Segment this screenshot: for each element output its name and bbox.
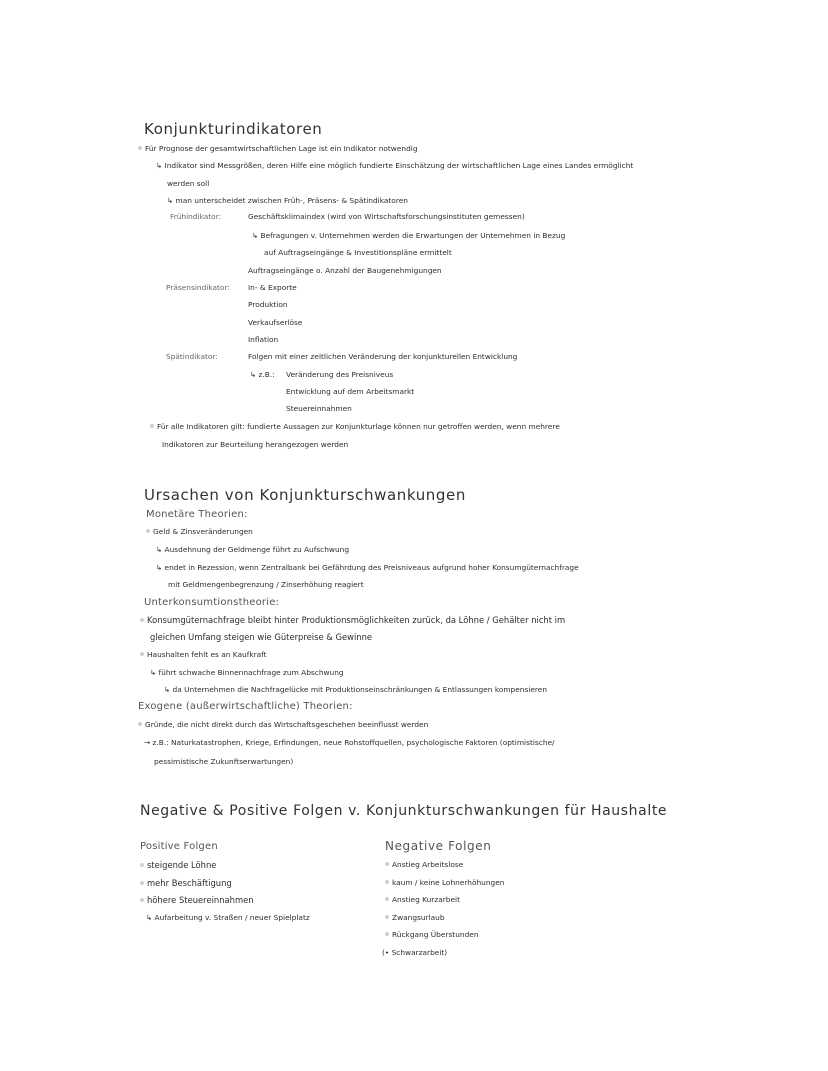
text-line: Für alle Indikatoren gilt: fundierte Aussagen zur Konjunkturlage können nur getroffen werden, wenn mehrere	[150, 423, 560, 430]
bullet-icon	[140, 881, 144, 885]
bullet-icon	[385, 932, 389, 936]
bullet-icon	[146, 529, 150, 533]
list-item: Anstieg Kurzarbeit	[385, 896, 460, 903]
text-line: Gründe, die nicht direkt durch das Wirtschaftsgeschehen beeinflusst werden	[138, 721, 428, 728]
section-title-konjunkturindikatoren: Konjunkturindikatoren	[144, 120, 323, 138]
text-line: Produktion	[248, 300, 288, 309]
text-line: werden soll	[167, 179, 210, 188]
bullet-icon	[385, 915, 389, 919]
text-line: ↳ da Unternehmen die Nachfragelücke mit Produktionseinschränkungen & Entlassungen kompensieren	[164, 685, 548, 694]
text-line: Konsumgüternachfrage bleibt hinter Produktionsmöglichkeiten zurück, da Löhne / Gehälter nicht im	[140, 616, 565, 624]
text-line: ↳ führt schwache Binnennachfrage zum Abschwung	[150, 668, 344, 677]
text-line: Steuereinnahmen	[286, 404, 352, 413]
text-line: → z.B.: Naturkatastrophen, Kriege, Erfindungen, neue Rohstoffquellen, psychologische Faktoren (optimistische/	[144, 738, 555, 747]
subheading-unterkonsumtionstheorie: Unterkonsumtionstheorie:	[144, 597, 280, 608]
bullet-icon	[150, 424, 154, 428]
list-item: Anstieg Arbeitslose	[385, 861, 463, 868]
bullet-icon	[140, 863, 144, 867]
text-line: ↳ z.B.:	[250, 370, 275, 379]
bullet-icon	[140, 898, 144, 902]
text-line: Haushalten fehlt es an Kaufkraft	[140, 651, 267, 658]
text-line: ↳ Befragungen v. Unternehmen werden die Erwartungen der Unternehmen in Bezug	[252, 231, 566, 240]
list-item: (• Schwarzarbeit)	[382, 948, 448, 957]
list-item: ↳ Aufarbeitung v. Straßen / neuer Spielplatz	[146, 913, 310, 922]
bullet-icon	[140, 618, 144, 622]
text-line: ↳ Indikator sind Messgrößen, deren Hilfe eine möglich fundierte Einschätzung der wirtschaftlichen Lage eines Landes ermöglicht	[156, 161, 634, 170]
list-item: Rückgang Überstunden	[385, 931, 479, 938]
list-item: steigende Löhne	[140, 861, 216, 869]
subheading-positive-folgen: Positive Folgen	[140, 841, 218, 852]
bullet-icon	[138, 722, 142, 726]
label-fruhindikator: Frühindikator:	[170, 212, 222, 221]
subheading-monetare-theorien: Monetäre Theorien:	[146, 509, 248, 520]
label-spatindikator: Spätindikator:	[166, 352, 218, 361]
text-line: ↳ endet in Rezession, wenn Zentralbank bei Gefährdung des Preisniveaus aufgrund hoher Konsumgüternachfrage	[156, 563, 579, 572]
text-line: Auftragseingänge o. Anzahl der Baugenehmigungen	[248, 266, 442, 275]
list-item: mehr Beschäftigung	[140, 879, 232, 887]
text-line: Veränderung des Preisniveus	[286, 370, 394, 379]
bullet-icon	[385, 862, 389, 866]
subheading-exogene-theorien: Exogene (außerwirtschaftliche) Theorien:	[138, 701, 353, 712]
bullet-icon	[138, 146, 142, 150]
subheading-negative-folgen: Negative Folgen	[385, 839, 492, 853]
bullet-icon	[385, 880, 389, 884]
list-item: Zwangsurlaub	[385, 914, 445, 921]
text-line: ↳ Ausdehnung der Geldmenge führt zu Aufschwung	[156, 545, 350, 554]
text-line: Inflation	[248, 335, 279, 344]
text-line: pessimistische Zukunftserwartungen)	[154, 757, 294, 766]
text-line: In- & Exporte	[248, 283, 297, 292]
bullet-icon	[140, 652, 144, 656]
text-line: Entwicklung auf dem Arbeitsmarkt	[286, 387, 415, 396]
section-title-folgen: Negative & Positive Folgen v. Konjunkturschwankungen für Haushalte	[140, 803, 668, 819]
text-line: ↳ man unterscheidet zwischen Früh-, Präsens- & Spätindikatoren	[167, 196, 408, 205]
list-item: höhere Steuereinnahmen	[140, 896, 254, 904]
text-line: Folgen mit einer zeitlichen Veränderung der konjunkturellen Entwicklung	[248, 352, 518, 361]
text-line: Geld & Zinsveränderungen	[146, 528, 253, 535]
text-line: Für Prognose der gesamtwirtschaftlichen Lage ist ein Indikator notwendig	[138, 145, 418, 152]
label-prasensindikator: Präsensindikator:	[166, 283, 230, 292]
text-line: mit Geldmengenbegrenzung / Zinserhöhung reagiert	[168, 580, 364, 589]
bullet-icon	[385, 897, 389, 901]
section-title-ursachen: Ursachen von Konjunkturschwankungen	[144, 486, 466, 504]
text-line: Geschäftsklimaindex (wird von Wirtschaftsforschungsinstituten gemessen)	[248, 212, 525, 221]
text-line: gleichen Umfang steigen wie Güterpreise & Gewinne	[150, 632, 373, 642]
text-line: Indikatoren zur Beurteilung herangezogen werden	[162, 440, 349, 449]
list-item: kaum / keine Lohnerhöhungen	[385, 879, 504, 886]
text-line: Verkaufserlöse	[248, 318, 303, 327]
text-line: auf Auftragseingänge & Investitionspläne ermittelt	[264, 248, 452, 257]
